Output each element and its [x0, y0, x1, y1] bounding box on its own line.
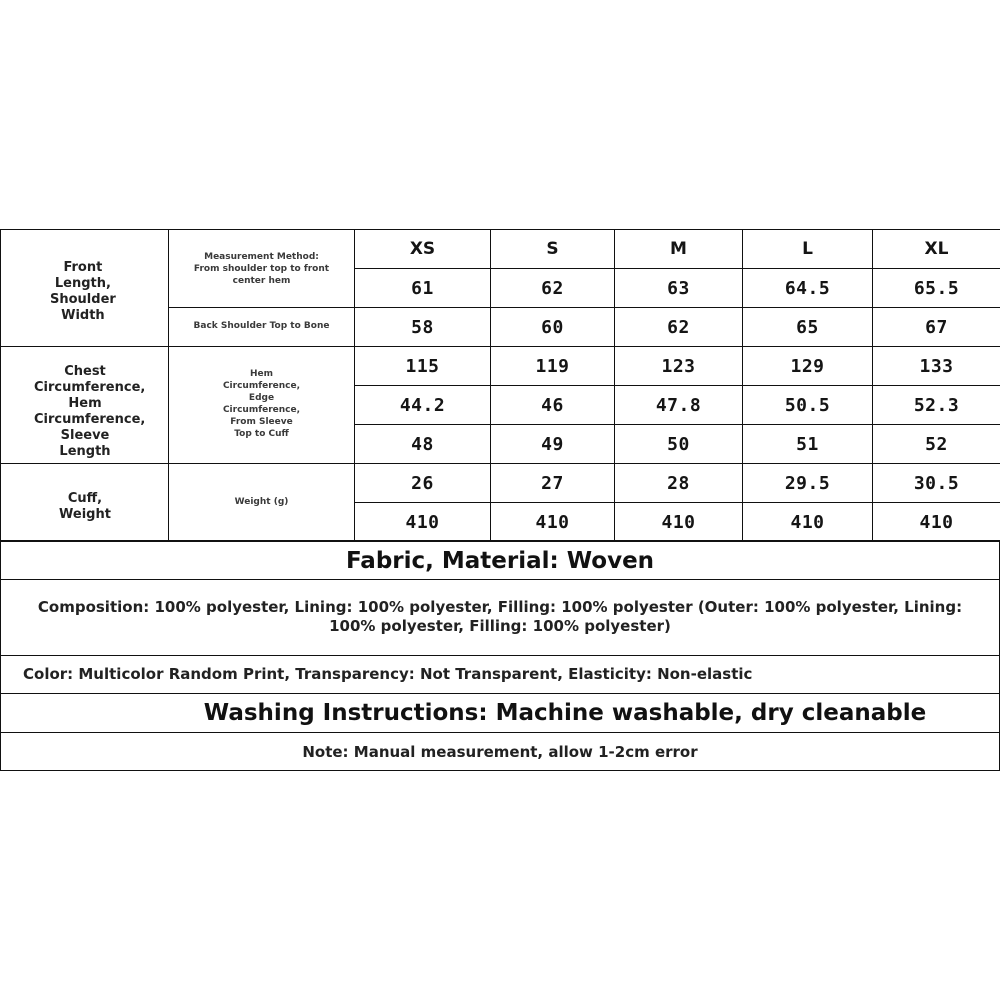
method-line: From Sleeve	[230, 417, 293, 427]
color-text: Color: Multicolor Random Print, Transparency: Not Transparent, Elasticity: Non-elastic	[23, 665, 753, 683]
table-cell: 28	[615, 464, 743, 503]
method-line: Edge	[248, 393, 275, 403]
method-line: center hem	[232, 276, 291, 286]
method-cell-weight	[169, 464, 355, 542]
method-line: Top to Cuff	[234, 429, 289, 439]
row-label-line: Sleeve	[60, 428, 110, 443]
table-cell: 60	[491, 308, 615, 347]
table-cell: 119	[491, 347, 615, 386]
table-cell: 58	[355, 308, 491, 347]
table-cell: 65.5	[873, 269, 1000, 308]
table-cell: 410	[615, 503, 743, 542]
table-cell: 133	[873, 347, 1000, 386]
size-table	[0, 229, 1000, 542]
method-line: Hem	[249, 369, 273, 379]
table-cell: 29.5	[743, 464, 873, 503]
table-cell: 30.5	[873, 464, 1000, 503]
method-cell-front-length	[169, 230, 355, 308]
row-label-line: Circumference,	[34, 380, 146, 395]
table-cell: 410	[873, 503, 1000, 542]
table-cell: 410	[743, 503, 873, 542]
table-cell: 51	[743, 425, 873, 464]
table-cell: 65	[743, 308, 873, 347]
table-cell: 410	[355, 503, 491, 542]
row-label-chest-hem-sleeve	[1, 347, 169, 464]
table-cell: 48	[355, 425, 491, 464]
size-chart-sheet	[0, 229, 1000, 771]
table-cell: 129	[743, 347, 873, 386]
row-label-line: Chest	[64, 364, 106, 379]
method-cell-back-shoulder	[169, 308, 355, 347]
table-cell: 115	[355, 347, 491, 386]
table-cell: 52	[873, 425, 1000, 464]
table-cell: 26	[355, 464, 491, 503]
table-cell: 62	[615, 308, 743, 347]
size-header-xs: XS	[355, 230, 491, 269]
fabric-row	[0, 540, 1000, 580]
color-row	[0, 655, 1000, 694]
table-cell: 50.5	[743, 386, 873, 425]
row-label-front-length-shoulder	[1, 230, 169, 347]
method-cell-hem-edge-sleeve	[169, 347, 355, 464]
table-row	[1, 464, 1000, 503]
size-header-xl: XL	[873, 230, 1000, 269]
header-row	[1, 230, 1000, 269]
size-header-m: M	[615, 230, 743, 269]
row-label-line: Cuff,	[67, 491, 103, 506]
row-label-line: Front	[63, 260, 103, 275]
table-row	[1, 347, 1000, 386]
table-cell: 61	[355, 269, 491, 308]
table-cell: 63	[615, 269, 743, 308]
table-cell: 67	[873, 308, 1000, 347]
note-text: Note: Manual measurement, allow 1-2cm error	[302, 743, 698, 761]
row-label-line: Weight	[59, 507, 111, 522]
table-cell: 47.8	[615, 386, 743, 425]
row-label-line: Length,	[54, 276, 111, 291]
size-header-l: L	[743, 230, 873, 269]
method-line: Circumference,	[222, 381, 301, 391]
fabric-text: Fabric, Material: Woven	[345, 548, 655, 574]
table-cell: 27	[491, 464, 615, 503]
table-cell: 50	[615, 425, 743, 464]
row-label-line: Hem	[68, 396, 102, 411]
note-row	[0, 732, 1000, 771]
size-header-s: S	[491, 230, 615, 269]
table-cell: 62	[491, 269, 615, 308]
table-cell: 52.3	[873, 386, 1000, 425]
table-cell: 64.5	[743, 269, 873, 308]
table-cell: 49	[491, 425, 615, 464]
method-line: Measurement Method:	[204, 252, 319, 262]
method-line: Back Shoulder Top to Bone	[193, 321, 330, 331]
row-label-line: Width	[61, 308, 105, 323]
table-cell: 123	[615, 347, 743, 386]
washing-row	[0, 693, 1000, 733]
composition-row	[0, 579, 1000, 656]
washing-text: Washing Instructions: Machine washable, dry cleanable	[203, 700, 927, 726]
table-cell: 44.2	[355, 386, 491, 425]
composition-text: Composition: 100% polyester, Lining: 100% polyester, Filling: 100% polyester (Outer: 100% polyester, Lining: 100% polyester, Filling: 100% polyester)	[37, 598, 963, 635]
method-line: Circumference,	[222, 405, 301, 415]
row-label-cuff-weight	[1, 464, 169, 542]
method-line: Weight (g)	[234, 497, 289, 507]
row-label-line: Circumference,	[34, 412, 146, 427]
table-cell: 46	[491, 386, 615, 425]
row-label-line: Shoulder	[50, 292, 116, 307]
table-cell: 410	[491, 503, 615, 542]
method-line: From shoulder top to front	[193, 264, 330, 274]
row-label-line: Length	[59, 444, 111, 459]
